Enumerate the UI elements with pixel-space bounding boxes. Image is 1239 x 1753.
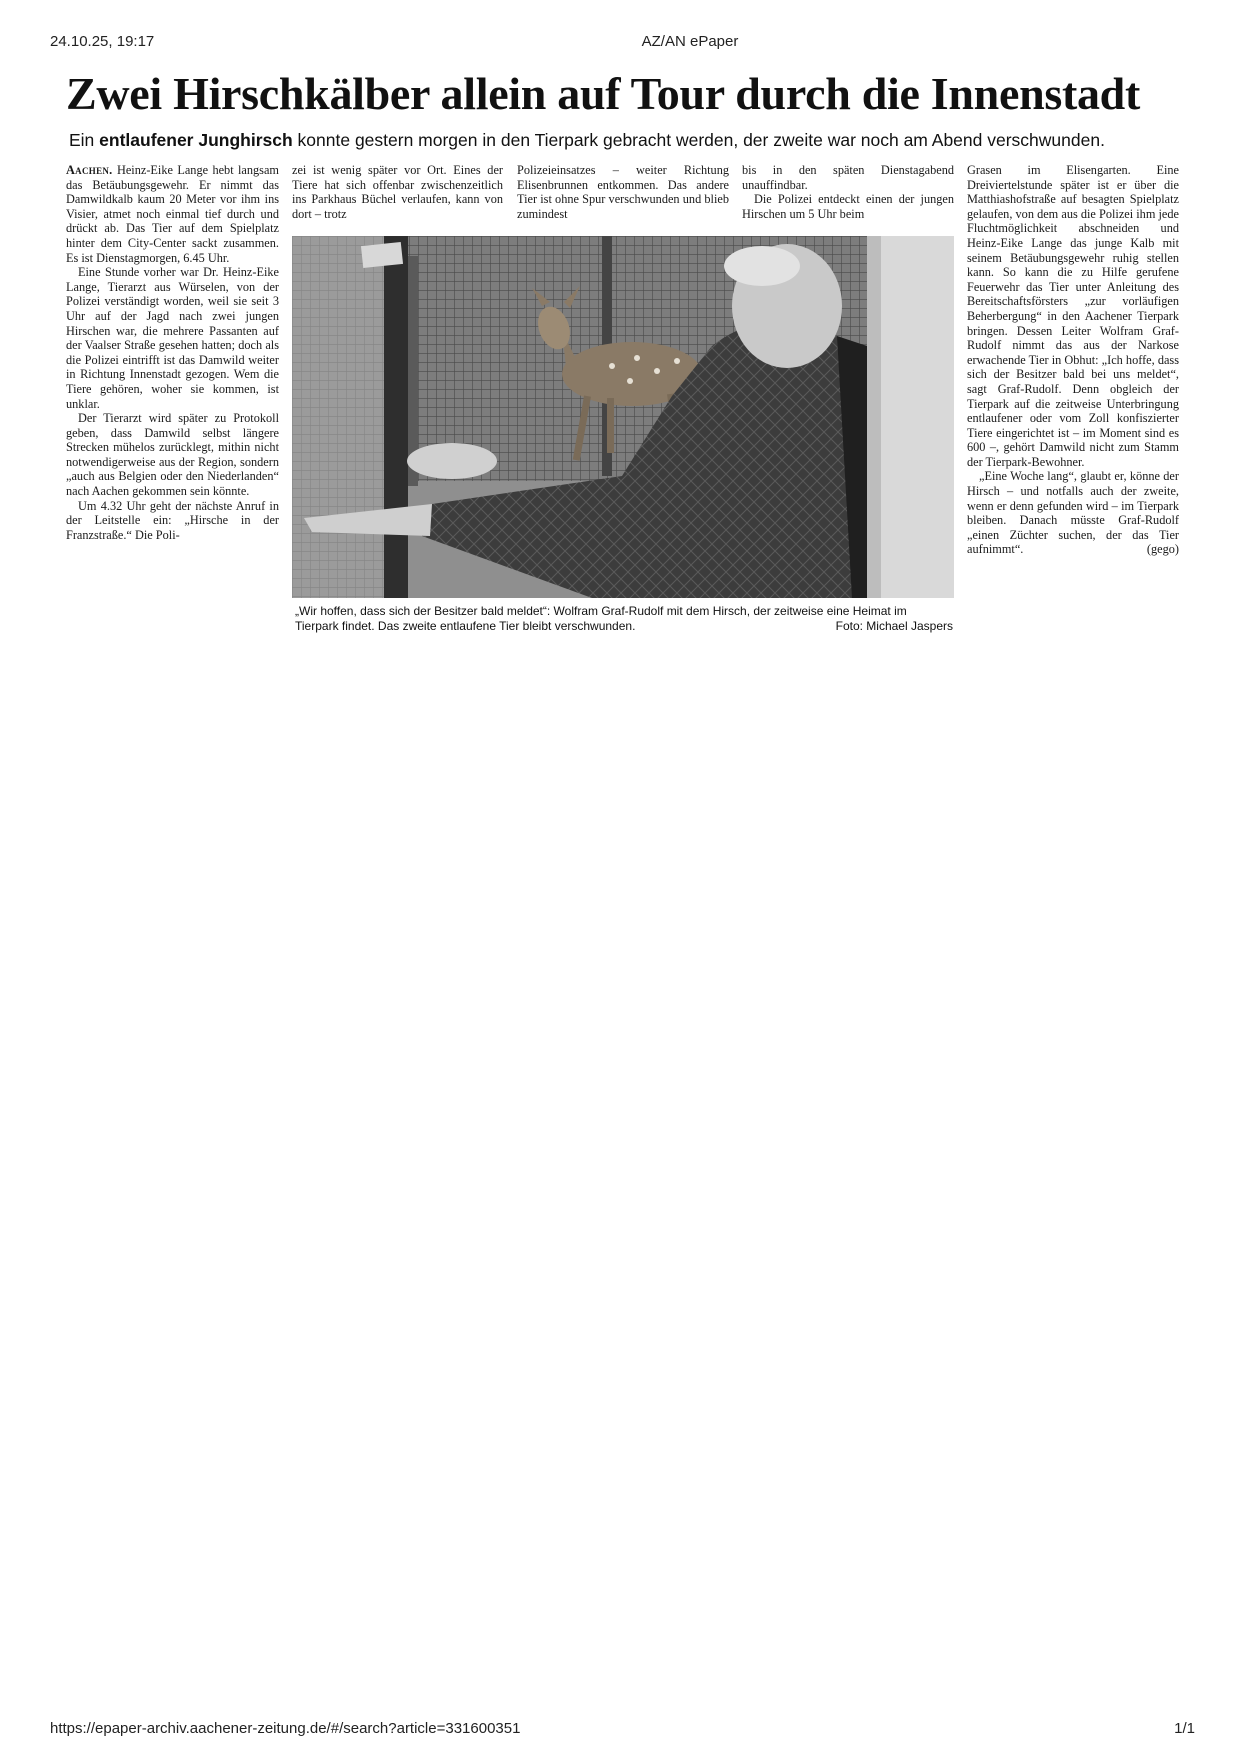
author-sign: (gego) (1146, 542, 1179, 557)
page-number: 1/1 (1174, 1720, 1195, 1737)
print-page-title: AZ/AN ePaper (641, 33, 739, 50)
print-timestamp: 24.10.25, 19:17 (50, 33, 155, 50)
photo-caption: „Wir hoffen, dass sich der Besitzer bald meldet“: Wolfram Graf-Rudolf mit dem Hirsch, der zeitweise eine Heimat im Tierpark findet. Das zweite entlaufene Tier bleibt verschwunden. Foto: Michael Jaspers (295, 604, 953, 633)
dateline: Aachen. (66, 163, 113, 177)
article-column-4: bis in den späten Dienstagabend unauffindbar. Die Polizei entdeckt einen der jungen Hirschen um 5 Uhr beim (742, 163, 954, 221)
article-photo (292, 236, 954, 598)
article-column-2: zei ist wenig später vor Ort. Eines der Tiere hat sich offenbar zwischenzeitlich ins Parkhaus Büchel verlaufen, kann von dort – trotz (292, 163, 503, 221)
article-column-1: Aachen. Heinz-Eike Lange hebt langsam das Betäubungsgewehr. Er nimmt das Damwildkalb kaum 20 Meter vor ihm ins Visier, atmet noch einmal tief durch und drückt ab. Das Tier auf dem Spielplatz hinter dem City-Center sackt zusammen. Es ist Dienstagmorgen, 6.45 Uhr. Eine Stunde vorher war Dr. Heinz-Eike Lange, Tierarzt aus Würselen, von der Polizei verständigt worden, weil sie seit 3 Uhr auf der Jagd nach zwei jungen Hirschen war, die mehrere Passanten auf der Vaalser Straße gesehen hatten; doch als die Polizei eintrifft ist das Damwild weiter in Richtung Innenstadt gezogen. Wem die Tiere gehören, woher sie kommen, ist unklar. Der Tierarzt wird später zu Protokoll geben, dass Damwild selbst längere Strecken mühelos zurücklegt, mithin nicht notwendigerweise aus der Region, sondern „auch aus Belgien oder den Niederlanden“ nach Aachen gekommen sein könnte. Um 4.32 Uhr geht der nächste Anruf in der Leitstelle ein: „Hirsche in der Franzstraße.“ Die Poli- (66, 163, 279, 542)
article-column-3: Polizeieinsatzes – weiter Richtung Elisenbrunnen entkommen. Das andere Tier ist ohne Spur verschwunden und blieb zumindest (517, 163, 729, 221)
photo-credit: Foto: Michael Jaspers (835, 619, 953, 633)
article-headline: Zwei Hirschkälber allein auf Tour durch die Innenstadt (66, 68, 1140, 119)
source-url[interactable]: https://epaper-archiv.aachener-zeitung.de/#/search?article=331600351 (50, 1720, 521, 1737)
article-subhead: Ein entlaufener Junghirsch konnte gestern morgen in den Tierpark gebracht werden, der zweite war noch am Abend verschwunden. (69, 130, 1105, 150)
article-column-5: Grasen im Elisengarten. Eine Dreiviertelstunde später ist er über die Matthiashofstraße auf besagten Spielplatz gelaufen, von dem aus die Polizei ihm jede Fluchtmöglichkeit abschneiden und Heinz-Eike Lange das junge Kalb mit seinem Betäubungsgewehr ruhig stellen kann. So kann die zu Hilfe gerufene Feuerwehr das Tier unter Anleitung des Bereitschaftsförsters „zur vorläufigen Beherbergung“ in den Aachener Tierpark bringen. Dessen Leiter Wolfram Graf-Rudolf nimmt das aus der Narkose erwachende Tier in Obhut: „Ich hoffe, dass sich der Besitzer bald bei uns meldet“, sagt Graf-Rudolf. Denn obgleich der Tierpark auf die zeitweise Unterbringung entlaufener oder vom Zoll konfiszierter Tiere eingerichtet ist – im Moment sind es 600 –, gehört Damwild nicht zum Stamm der Tierpark-Bewohner. „Eine Woche lang“, glaubt er, könne der Hirsch – und notfalls auch der zweite, wenn er denn gefunden wird – im Tierpark bleiben. Danach müsste Graf-Rudolf „einen Züchter suchen, der das Tier aufnimmt“. (gego) (967, 163, 1179, 557)
